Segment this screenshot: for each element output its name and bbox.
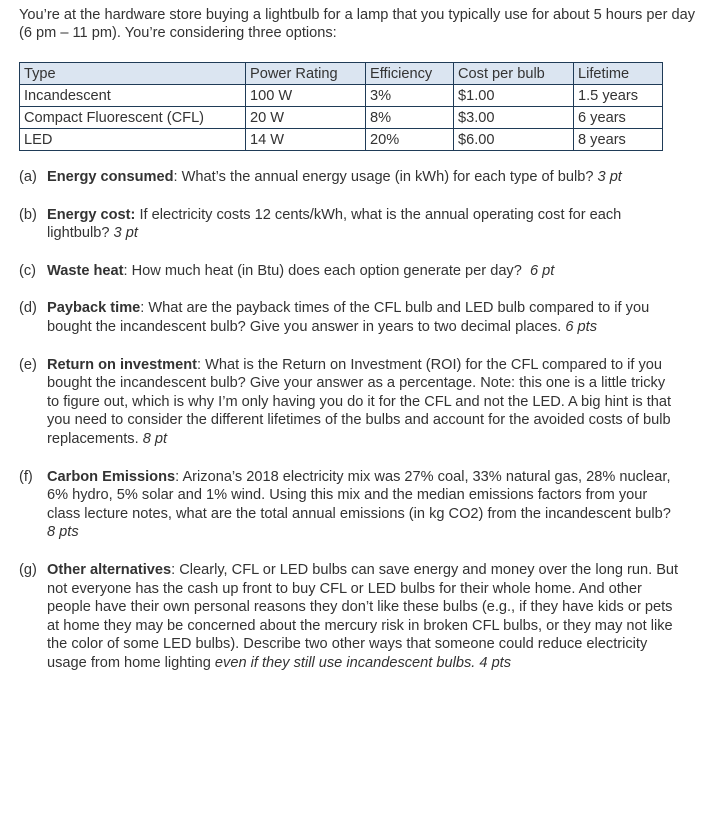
- cell-power-rating: 100 W: [246, 85, 366, 107]
- question-letter: (f): [19, 468, 33, 485]
- column-header-cost-per-bulb: Cost per bulb: [454, 63, 574, 85]
- question-letter: (d): [19, 300, 37, 317]
- question-f: [19, 468, 679, 542]
- question-title: Payback time: [47, 300, 141, 317]
- cell-cost-per-bulb: $6.00: [454, 129, 574, 151]
- question-a: [19, 168, 679, 187]
- question-separator: :: [140, 300, 149, 317]
- cell-cost-per-bulb: $3.00: [454, 107, 574, 129]
- question-points: 8 pt: [138, 430, 168, 447]
- column-header-efficiency: Efficiency: [366, 63, 454, 85]
- table-row: [20, 85, 663, 107]
- question-e: [19, 356, 679, 449]
- question-separator: :: [175, 468, 183, 485]
- column-header-power-rating: Power Rating: [246, 63, 366, 85]
- question-list: [19, 168, 679, 672]
- cell-power-rating: 20 W: [246, 107, 366, 129]
- lightbulb-options-table: [19, 62, 663, 151]
- table-header-row: [20, 63, 663, 85]
- question-c: [19, 262, 679, 281]
- question-title: Energy consumed: [47, 169, 174, 185]
- cell-lifetime: 1.5 years: [574, 85, 663, 107]
- question-g: [19, 561, 679, 673]
- question-title: Waste heat: [47, 262, 124, 279]
- cell-lifetime: 8 years: [574, 129, 663, 151]
- cell-efficiency: 20%: [366, 129, 454, 151]
- question-title: Return on investment: [47, 356, 198, 373]
- table-row: [20, 107, 663, 129]
- column-header-type: Type: [20, 63, 246, 85]
- question-letter: (b): [19, 206, 37, 223]
- question-points: 6 pts: [561, 318, 598, 335]
- question-points: 4 pts: [475, 654, 512, 671]
- question-separator: :: [123, 262, 132, 279]
- question-body: How much heat (in Btu) does each option generate per day?: [131, 262, 522, 279]
- cell-power-rating: 14 W: [246, 129, 366, 151]
- cell-efficiency: 3%: [366, 85, 454, 107]
- question-emphasis: even if they still use incandescent bulbs.: [210, 654, 476, 671]
- question-body: What’s the annual energy usage (in kWh) for each type of bulb?: [181, 169, 594, 185]
- cell-efficiency: 8%: [366, 107, 454, 129]
- question-letter: (c): [19, 262, 37, 279]
- table-row: [20, 129, 663, 151]
- question-title: Other alternatives: [47, 561, 172, 578]
- question-body: Clearly, CFL or LED bulbs can save energy and money over the long run. But not everyone has the cash up front to buy CFL or LED bulbs for their whole home. And other people have their own personal reasons they don’t like these bulbs (e.g., if they have kids or pets at home they may be concerned about the mercury risk in broken CFL bulbs, or they may not like the color of some LED bulbs). Describe two other ways that someone could reduce electricity usage from home lighting: [47, 561, 679, 671]
- question-points: 8 pts: [47, 524, 79, 541]
- column-header-lifetime: Lifetime: [574, 63, 663, 85]
- question-body: What are the payback times of the CFL bulb and LED bulb compared to if you bought the incandescent bulb? Give you answer in years to two decimal places.: [47, 300, 650, 335]
- intro-paragraph: You’re at the hardware store buying a lightbulb for a lamp that you typically use for about 5 hours per day (6 pm – 11 pm). You’re considering three options:: [19, 7, 696, 41]
- question-separator: :: [173, 169, 182, 185]
- cell-type: LED: [20, 129, 246, 151]
- question-title: Carbon Emissions: [47, 468, 176, 485]
- question-points: 3 pt: [593, 169, 622, 185]
- question-letter: (a): [19, 169, 37, 185]
- cell-lifetime: 6 years: [574, 107, 663, 129]
- question-body: What is the Return on Investment (ROI) for the CFL compared to if you bought the incandescent bulb? Give your answer as a percentage. Note: this one is a little tricky to figure out, which is why I’m only having you do it for the CFL and not the LED. A big hint is that you need to consider the different lifetimes of the bulbs and account for the avoided costs of bulb replacements.: [47, 356, 672, 447]
- cell-type: Incandescent: [20, 85, 246, 107]
- question-body: If electricity costs 12 cents/kWh, what is the annual operating cost for each lightbulb?: [47, 206, 622, 242]
- question-points: 6 pt: [521, 262, 555, 279]
- cell-type: Compact Fluorescent (CFL): [20, 107, 246, 129]
- question-points: 3 pt: [109, 225, 138, 242]
- question-body: Arizona’s 2018 electricity mix was 27% coal, 33% natural gas, 28% nuclear, 6% hydro, 5% solar and 1% wind. Using this mix and the median emissions factors from your class lecture notes, what are the total annual emissions (in kg CO2) from the incandescent bulb?: [47, 468, 671, 522]
- question-b: [19, 206, 679, 243]
- question-d: [19, 299, 679, 336]
- question-letter: (e): [19, 356, 37, 373]
- cell-cost-per-bulb: $1.00: [454, 85, 574, 107]
- question-title: Energy cost:: [47, 206, 136, 223]
- question-separator: :: [171, 561, 180, 578]
- question-separator: :: [197, 356, 206, 373]
- question-letter: (g): [19, 561, 37, 578]
